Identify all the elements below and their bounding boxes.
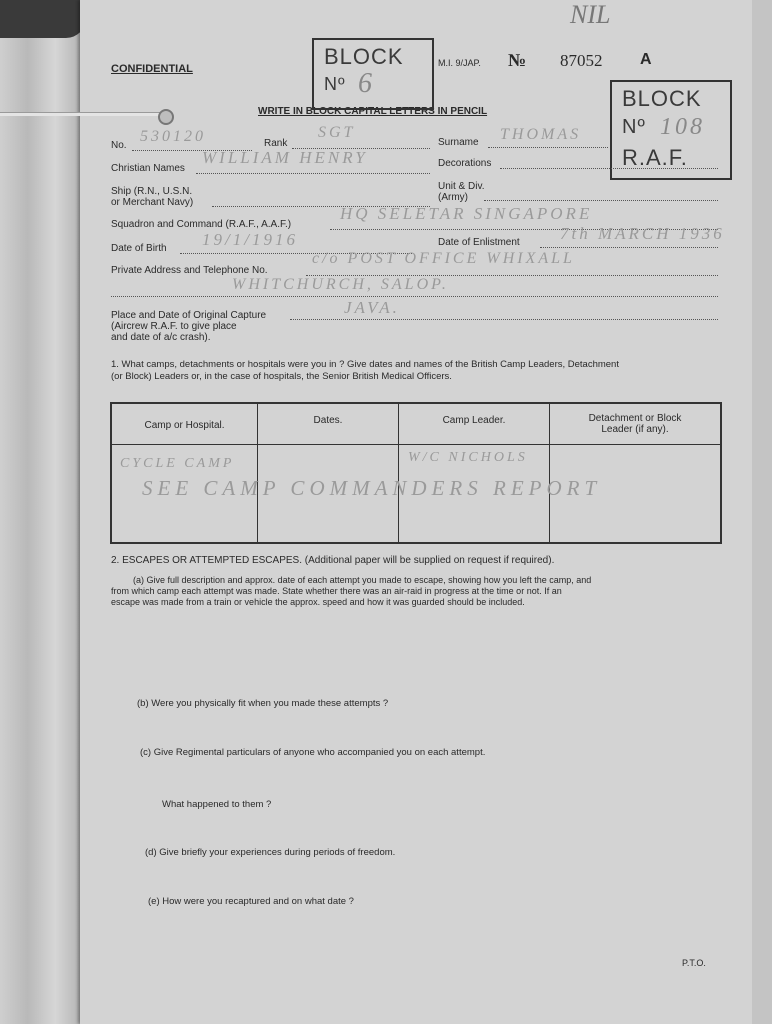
capture-label: Place and Date of Original Capture (Aircrew R.A.F. to give place and date of a/c crash).: [111, 310, 267, 343]
section2-d: (d) Give briefly your experiences during periods of freedom.: [145, 847, 396, 858]
serial-suffix: A: [640, 51, 652, 68]
surname-value: THOMAS: [500, 126, 582, 143]
private-address-value-1: c/o POST OFFICE WHIXALL: [312, 250, 575, 267]
decorations-label: Decorations: [438, 158, 492, 169]
section2-e: (e) How were you recaptured and on what date ?: [148, 896, 354, 907]
serial-number: 87052: [560, 51, 603, 70]
form-reference: M.I. 9/JAP.: [438, 58, 481, 68]
column-camp-leader: Camp Leader.: [442, 415, 506, 426]
service-number-value: 530120: [140, 128, 206, 145]
tag-string: [0, 112, 168, 116]
surname-label: Surname: [438, 137, 479, 148]
row-camp-leader-value: W/C NICHOLS: [408, 450, 528, 465]
confidential-label: CONFIDENTIAL: [111, 63, 193, 75]
unit-label: Unit & Div. (Army): [438, 181, 485, 203]
squadron-label: Squadron and Command (R.A.F., A.A.F.): [111, 219, 292, 230]
squadron-value: HQ SELETAR SINGAPORE: [340, 204, 593, 223]
service-number-label: No.: [111, 140, 127, 151]
rank-label: Rank: [264, 138, 288, 149]
private-address-value-2: WHITCHURCH, SALOP.: [232, 276, 449, 293]
camps-table: [110, 402, 722, 544]
christian-names-value: WILLIAM HENRY: [202, 148, 368, 167]
section2-a: (a) Give full description and approx. date of each attempt you made to escape, showing how you left the camp, and from which camp each attempt was made. State whether there was an air-raid in progress at the time or not. If an escape was made from a train or vehicle the approx. speed and how it was guarded should be included.: [111, 575, 592, 607]
date-of-enlistment-label: Date of Enlistment: [438, 237, 520, 248]
block-stamp-left: BLOCK Nº 6: [312, 38, 434, 110]
rank-value: SGT: [318, 124, 356, 141]
ship-label: Ship (R.N., U.S.N. or Merchant Navy): [111, 186, 194, 208]
block-stamp-right: BLOCK Nº 108 R.A.F.: [610, 80, 732, 180]
christian-names-label: Christian Names: [111, 163, 185, 174]
row-camp-value: CYCLE CAMP: [120, 456, 235, 471]
section1-question-line1: 1. What camps, detachments or hospitals were you in ? Give dates and names of the British Camp Leaders, Detachment: [111, 359, 619, 370]
please-turn-over: P.T.O.: [682, 958, 706, 968]
punch-hole: [158, 109, 174, 125]
private-address-label: Private Address and Telephone No.: [111, 265, 268, 276]
number-symbol: №: [508, 50, 527, 70]
row-note-value: SEE CAMP COMMANDERS REPORT: [142, 476, 602, 500]
date-of-birth-value: 19/1/1916: [202, 230, 298, 249]
right-page-edge: [752, 0, 772, 1024]
column-dates: Dates.: [313, 415, 343, 426]
block-capitals-instruction: WRITE IN BLOCK CAPITAL LETTERS IN PENCIL: [258, 106, 488, 117]
column-detachment-leader: Detachment or Block Leader (if any).: [588, 413, 682, 435]
date-of-birth-label: Date of Birth: [111, 243, 167, 254]
section2-b: (b) Were you physically fit when you made these attempts ?: [137, 698, 389, 709]
section2-c: (c) Give Regimental particulars of anyone who accompanied you on each attempt.: [140, 747, 486, 758]
column-camp-or-hospital: Camp or Hospital.: [144, 420, 225, 431]
corner-handwritten-note: NIL: [570, 0, 611, 29]
section1-question-line2: (or Block) Leaders or, in the case of hospitals, the Senior British Medical Officers.: [111, 371, 452, 382]
left-binding-edge: [0, 0, 92, 1024]
section2-heading: 2. ESCAPES OR ATTEMPTED ESCAPES. (Additional paper will be supplied on request if required).: [111, 555, 555, 566]
binding-corner: [0, 0, 86, 38]
capture-value: JAVA.: [344, 298, 400, 317]
date-of-enlistment-value: 7th MARCH 1936: [560, 224, 725, 243]
section2-c-followup: What happened to them ?: [162, 799, 272, 810]
